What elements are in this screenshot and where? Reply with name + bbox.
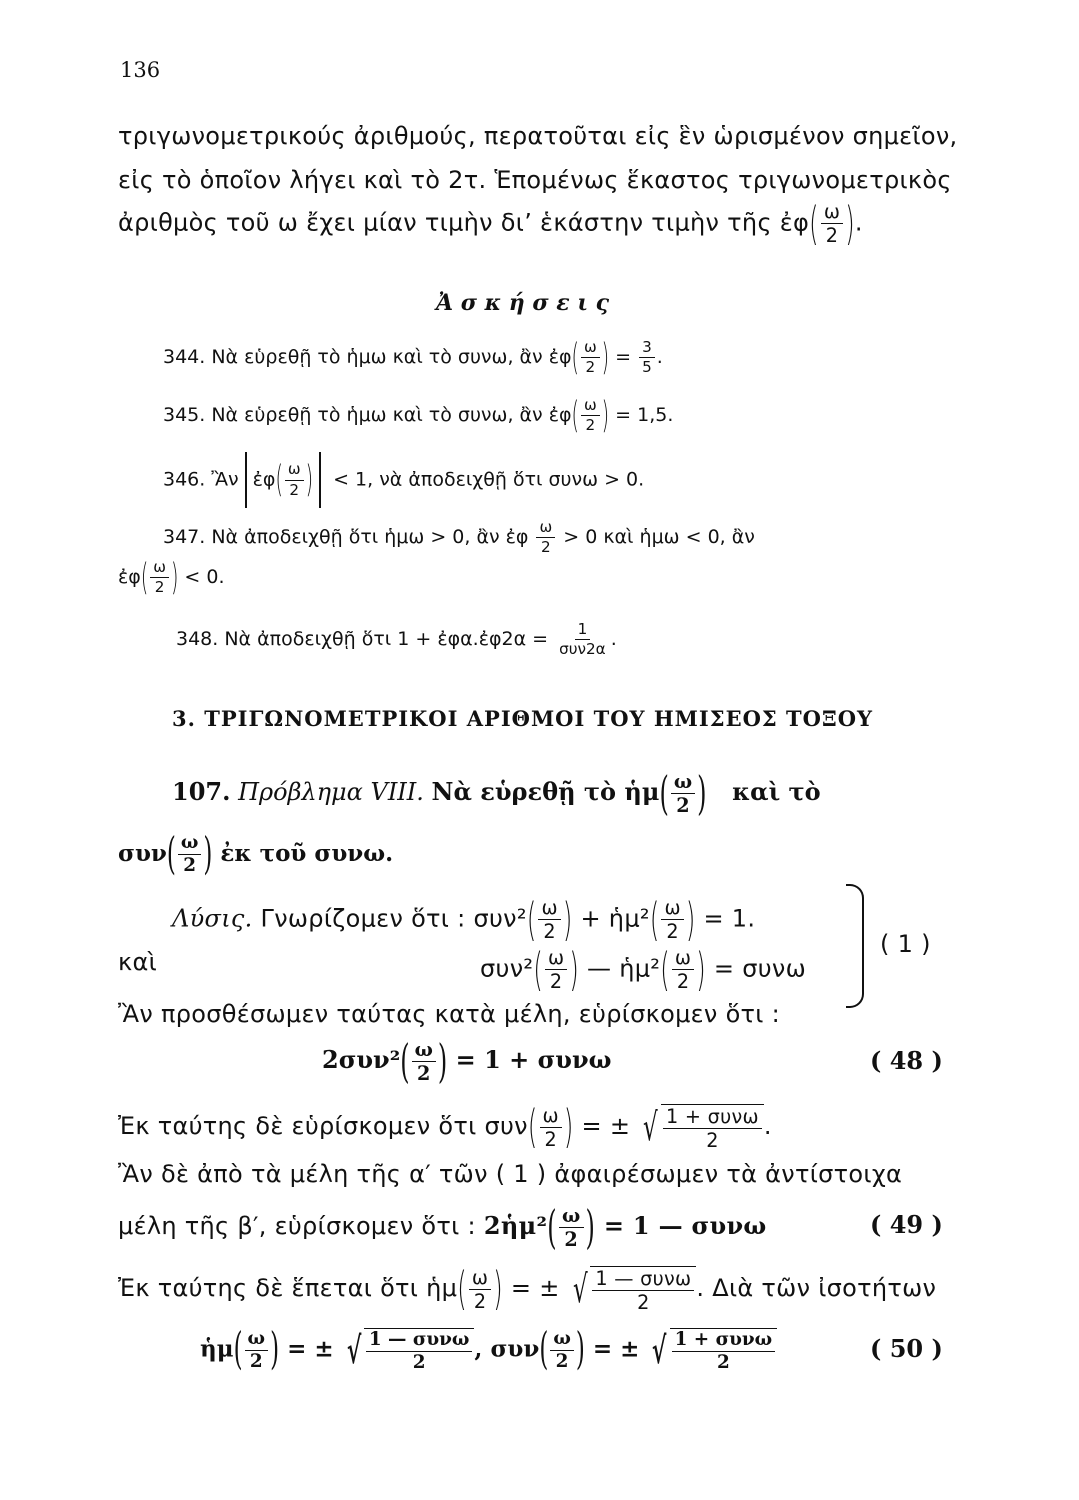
exercise-346: 346. Ἂν ἐφ( $\frac{\omega}{2}$ ) < 1, νὰ ἀποδειχθῇ ὅτι συνω > 0. xyxy=(163,452,644,508)
exercise-344-text: 344. Νὰ εὑρεθῇ τὸ ἡμω καὶ τὸ συνω, ἂν ἐφ xyxy=(163,346,572,369)
section-title: 3. ΤΡΙΓΩΝΟΜΕΤΡΙΚΟΙ ΑΡΙΘΜΟΙ ΤΟΥ ΗΜΙΣΕΟΣ ΤΟΞΟΥ xyxy=(172,706,874,731)
subtract-text-2: μέλη τῆς β′, εὑρίσκομεν ὅτι : 2ἡμ²( $\frac{\omega}{2}$ ) = 1 — συνω xyxy=(118,1201,767,1255)
equation-48-number: ( 48 ) xyxy=(870,1046,943,1075)
intro-line-3-text: ἀριθμὸς τοῦ ω ἔχει μίαν τιμὴν δι’ ἑκάστην τιμὴν τῆς ἐφ xyxy=(118,208,810,237)
equation-49-number: ( 49 ) xyxy=(870,1210,943,1239)
exercise-347: 347. Νὰ ἀποδειχθῇ ὅτι ἡμω > 0, ἂν ἐφ $\frac{\omega}{2}$ > 0 καὶ ἡμω < 0, ἂν xyxy=(163,518,755,557)
exercise-345-rhs: = 1,5. xyxy=(615,404,674,427)
exercise-345: 345. Νὰ εὑρεθῇ τὸ ἡμω καὶ τὸ συνω, ἂν ἐφ( $\frac{\omega}{2}$ ) = 1,5. xyxy=(163,394,674,437)
exercise-347-mid: > 0 καὶ ἡμω < 0, ἂν xyxy=(563,526,755,549)
problem-text-2: καὶ τὸ xyxy=(732,777,821,807)
problem-number: 107. xyxy=(172,777,231,807)
solution-line-2: συν²( $\frac{\omega}{2}$ ) — ἡμ²( $\frac{\omega}{2}$ ) = συνω xyxy=(480,943,807,997)
exercise-348-text: 348. Νὰ ἀποδειχθῇ ὅτι 1 + ἐφα.ἐφ2α = xyxy=(176,628,549,651)
solution-kai: καὶ xyxy=(118,948,157,976)
equation-50-number: ( 50 ) xyxy=(870,1334,943,1363)
exercise-348: 348. Νὰ ἀποδειχθῇ ὅτι 1 + ἐφα.ἐφ2α = $\frac{1}{\text{συν2α}}$ . xyxy=(176,620,617,659)
system-brace xyxy=(846,884,864,1008)
from-line-2: Ἐκ ταύτης δὲ ἕπεται ὅτι ἡμ( $\frac{\omega}{2}$ ) = ± √ $\frac{\text{1 — συνω}}{2}$ . Διὰ τῶν ἰσοτήτων xyxy=(118,1262,937,1316)
equation-48: 2συν²( $\frac{\omega}{2}$ ) = 1 + συνω xyxy=(322,1035,612,1089)
intro-line-3: ἀριθμὸς τοῦ ω ἔχει μίαν τιμὴν δι’ ἑκάστην τιμὴν τῆς ἐφ( $\frac{\omega}{2}$ ). xyxy=(118,197,863,251)
solution-label: Λύσις. xyxy=(172,904,253,933)
sqrt-2: √ $\frac{\text{1 — συνω}}{2}$ xyxy=(568,1266,697,1312)
from-line-1: Ἐκ ταύτης δὲ εὑρίσκομεν ὅτι συν( $\frac{\omega}{2}$ ) = ± √ $\frac{\text{1 + συνω}}{2}$ . xyxy=(118,1100,772,1154)
intro-line-1: τριγωνομετρικούς ἀριθμούς, περατοῦται εἰς ἓν ὡρισμένον σημεῖον, xyxy=(118,122,958,150)
exercise-346-pre: 346. Ἂν xyxy=(163,468,239,491)
problem-label: Πρόβλημα VIII. xyxy=(238,778,424,807)
exercise-346-post: < 1, νὰ ἀποδειχθῇ ὅτι συνω > 0. xyxy=(333,468,645,491)
subtract-text-1: Ἂν δὲ ἀπὸ τὰ μέλη τῆς α′ τῶν ( 1 ) ἀφαιρέσωμεν τὰ ἀντίστοιχα xyxy=(118,1160,903,1188)
half-omega-fraction: $\frac{\omega}{2}$ xyxy=(821,202,843,245)
solution-line-1: Λύσις. Γνωρίζομεν ὅτι : συν²( $\frac{\omega}{2}$ ) + ἡμ²( $\frac{\omega}{2}$ ) = 1. xyxy=(172,893,756,947)
problem-107: 107. Πρόβλημα VIII. Νὰ εὑρεθῇ τὸ ἡμ( $\frac{\omega}{2}$ ) καὶ τὸ xyxy=(172,767,821,821)
exercise-345-text: 345. Νὰ εὑρεθῇ τὸ ἡμω καὶ τὸ συνω, ἂν ἐφ xyxy=(163,404,572,427)
exercises-heading: Ἀ σ κ ή σ ε ι ς xyxy=(436,290,610,316)
system-number: ( 1 ) xyxy=(880,930,931,958)
exercise-344: 344. Νὰ εὑρεθῇ τὸ ἡμω καὶ τὸ συνω, ἂν ἐφ( $\frac{\omega}{2}$ ) = $\frac{3}{5}$ . xyxy=(163,336,663,379)
add-text: Ἂν προσθέσωμεν ταύτας κατὰ μέλη, εὑρίσκομεν ὅτι : xyxy=(118,1000,781,1028)
problem-107-line-2: συν( $\frac{\omega}{2}$ ) ἐκ τοῦ συνω. xyxy=(118,830,394,880)
exercise-347-text: 347. Νὰ ἀποδειχθῇ ὅτι ἡμω > 0, ἂν ἐφ xyxy=(163,526,529,549)
equation-50: ἡμ( $\frac{\omega}{2}$ ) = ± √ $\frac{\text{1 — συνω}}{2}$ , συν( $\frac{\omega}{2}$ ) = ± √ $\frac{\text{1 + συνω}}{2}$ xyxy=(200,1328,777,1373)
page-number: 136 xyxy=(120,58,161,82)
sqrt-1: √ $\frac{\text{1 + συνω}}{2}$ xyxy=(638,1104,764,1150)
exercise-344-eq: = xyxy=(615,346,632,369)
exercise-347-cont: ἐφ( $\frac{\omega}{2}$ ) < 0. xyxy=(118,556,225,599)
problem-text-1: Νὰ εὑρεθῇ τὸ ἡμ xyxy=(431,777,660,807)
intro-line-2: εἰς τὸ ὁποῖον λήγει καὶ τὸ 2τ. Ἑπομένως ἕκαστος τριγωνομετρικὸς xyxy=(118,166,952,194)
